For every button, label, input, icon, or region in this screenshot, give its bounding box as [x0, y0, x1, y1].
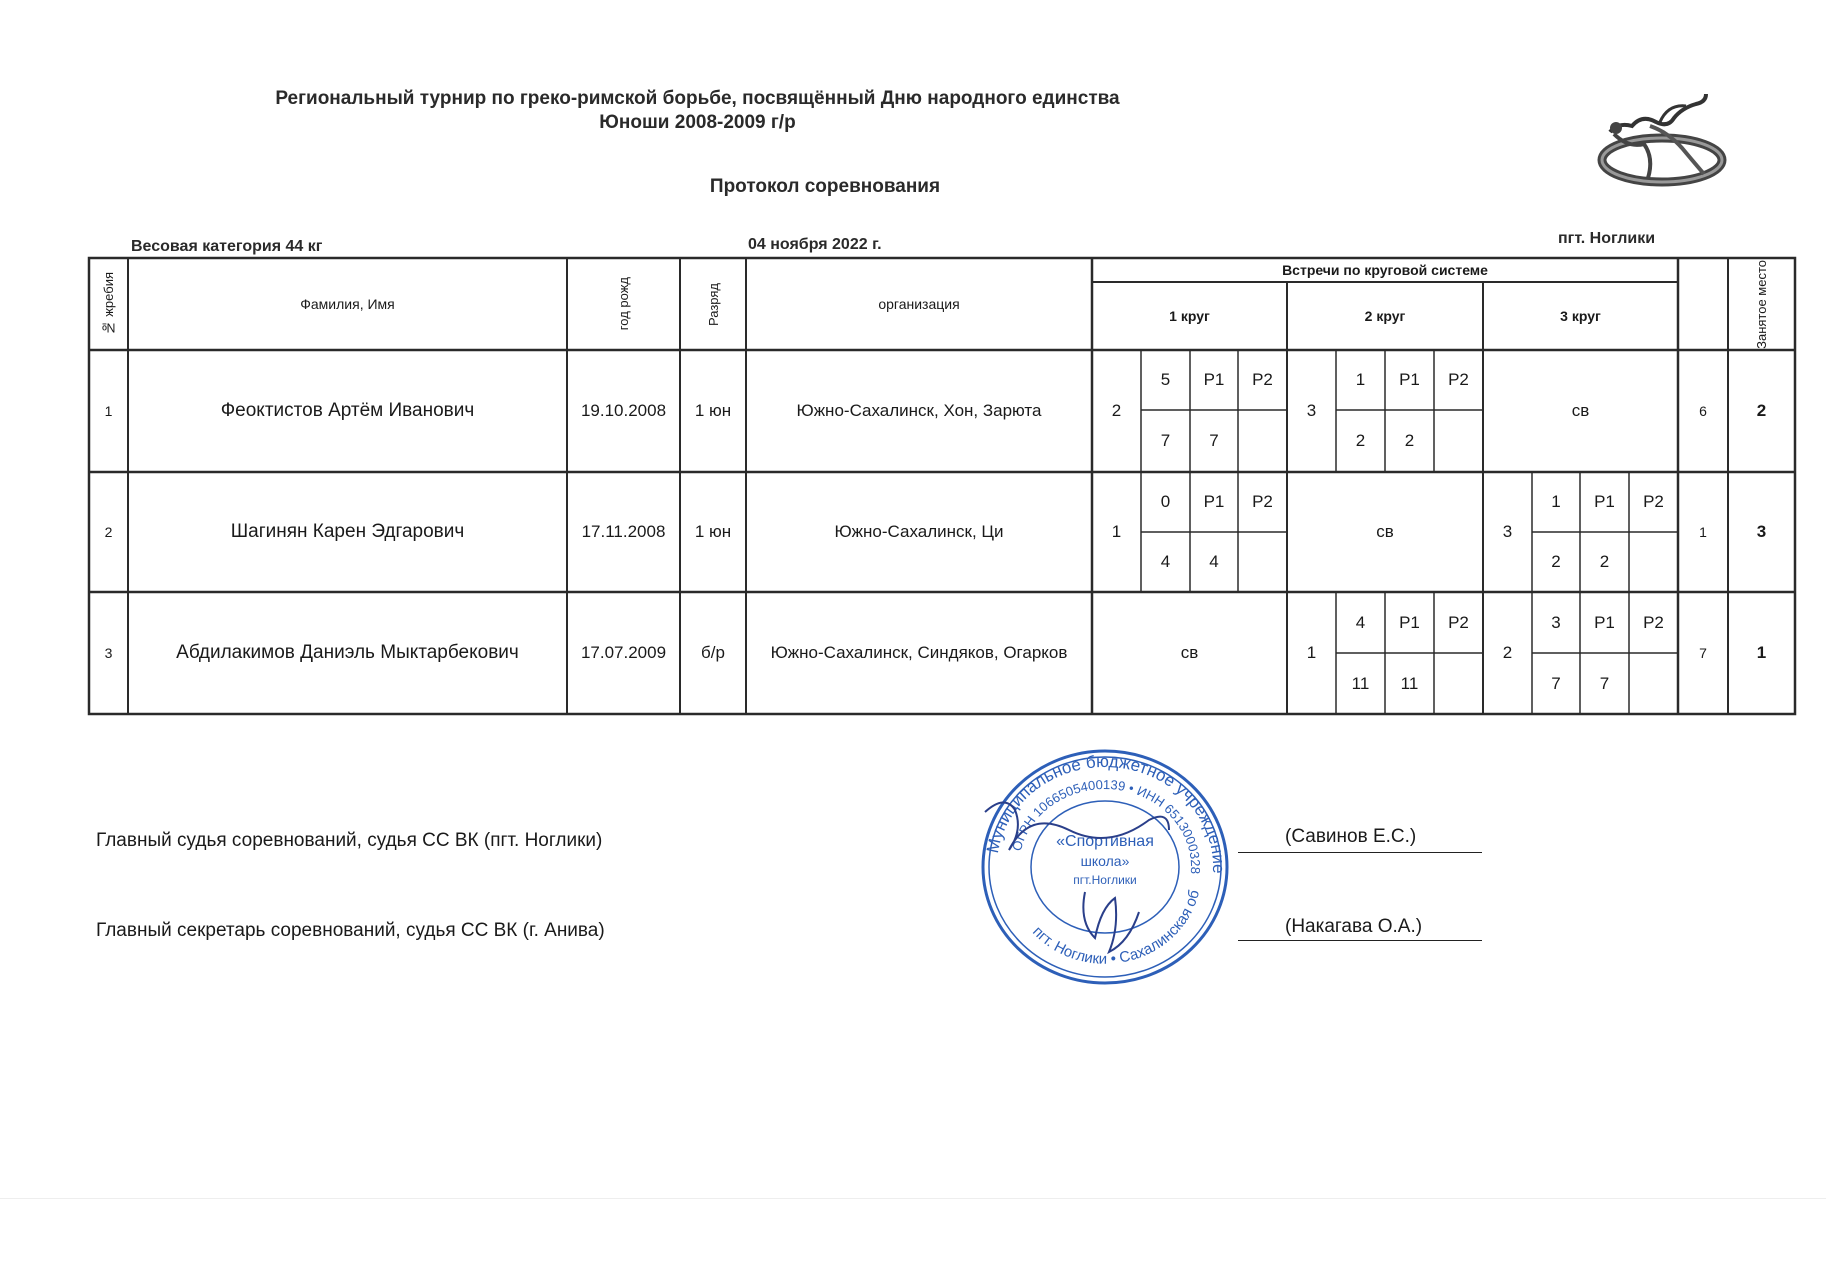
row3-r2-b1: 11	[1351, 673, 1370, 693]
row1-birth: 19.10.2008	[580, 401, 667, 420]
row2-r3-b1: 2	[1551, 552, 1561, 571]
row2-r3-b2: 2	[1599, 552, 1610, 571]
header-name: Фамилия, Имя	[300, 296, 395, 312]
row2-r1-b1: 4	[1160, 552, 1171, 571]
row3-total: 7	[1699, 645, 1707, 661]
header-birth	[567, 258, 680, 350]
row1-r1-p1: Р1	[1203, 370, 1225, 389]
header-place-label: Занятое место	[1754, 259, 1769, 349]
stamp-ogrn-text: ОГРН 1066505400139 • ИНН 6513000328	[1008, 776, 1204, 875]
row2-birth: 17.11.2008	[581, 522, 666, 541]
row3-r1-bye: св	[1180, 643, 1199, 662]
protocol-title: Протокол соревнования	[709, 176, 941, 197]
chief-secretary-signature-line	[1238, 940, 1482, 941]
row1-r2-p2: Р2	[1448, 370, 1469, 389]
row3-r3-opponent: 2	[1502, 643, 1513, 662]
header-meetings: Встречи по круговой системе	[1282, 262, 1488, 278]
row2-org: Южно-Сахалинск, Ци	[834, 522, 1004, 541]
header-rank	[680, 258, 746, 350]
row1-org: Южно-Сахалинск, Хон, Зарюта	[796, 401, 1042, 420]
row1-r3-bye: св	[1571, 401, 1590, 420]
title-line-1: Региональный турнир по греко-римской борьбе, посвящённый Дню народного единства	[275, 88, 1120, 109]
row2-place: 3	[1756, 522, 1767, 541]
row2-r2-bye: св	[1376, 522, 1394, 541]
row2-total: 1	[1699, 524, 1707, 540]
stamp-outer-text: Муниципальное бюджетное учреждение	[983, 751, 1229, 874]
chief-judge-label: Главный судья соревнований, судья СС ВК (пгт. Ноглики)	[96, 830, 603, 851]
header-draw-no	[89, 258, 128, 350]
row3-r3-b1: 7	[1551, 673, 1561, 693]
chief-judge-name: (Савинов Е.С.)	[1285, 826, 1417, 847]
row3-birth: 17.07.2009	[580, 643, 667, 662]
chief-judge-signature-line	[1238, 852, 1482, 853]
row2-r3-p1: Р1	[1594, 492, 1615, 511]
header-org: организация	[878, 296, 960, 312]
row1-r2-p1: Р1	[1399, 370, 1420, 389]
row3-r3-p2: Р2	[1643, 612, 1664, 632]
row1-r1-b1: 7	[1160, 431, 1171, 450]
row1-r1-opponent: 2	[1111, 401, 1122, 420]
header-place	[1728, 258, 1795, 350]
row3-r2-p1: Р1	[1399, 612, 1420, 632]
row2-r1-p2: Р2	[1252, 492, 1273, 511]
row1-r1-p2: Р2	[1252, 370, 1273, 389]
row3-r2-opponent: 1	[1306, 643, 1317, 662]
row1-r1-score: 5	[1160, 370, 1171, 389]
chief-secretary-label: Главный секретарь соревнований, судья СС ВК (г. Анива)	[96, 920, 605, 941]
row2-r3-opponent: 3	[1502, 522, 1513, 541]
row1-place: 2	[1756, 401, 1767, 420]
row2-draw-no: 2	[104, 524, 113, 540]
row1-r2-b2: 2	[1404, 431, 1415, 450]
title-line-2: Юноши 2008-2009 г/р	[599, 112, 796, 133]
row2-r1-b2: 4	[1209, 552, 1219, 571]
header-birth-label: год рожд	[616, 277, 631, 331]
row3-r2-score: 4	[1355, 612, 1366, 632]
row1-name: Феоктистов Артём Иванович	[220, 400, 475, 421]
competition-location: пгт. Ноглики	[1558, 230, 1656, 247]
header-round2: 2 круг	[1364, 308, 1406, 324]
row2-r3-p2: Р2	[1643, 492, 1664, 511]
row3-r3-score: 3	[1551, 612, 1561, 632]
row2-rank: 1 юн	[694, 522, 732, 541]
row2-name: Шагинян Карен Эдгарович	[230, 521, 465, 542]
row3-draw-no: 3	[104, 645, 113, 661]
row3-name: Абдилакимов Даниэль Мыктарбекович	[176, 642, 519, 663]
weight-category: Весовая категория 44 кг	[131, 238, 323, 255]
stamp-bottom-text: пгт. Ноглики • Сахалинская об	[1029, 888, 1203, 968]
stamp-center-line2: школа»	[1080, 853, 1130, 869]
row3-r3-b2: 7	[1599, 673, 1610, 693]
row1-r2-score: 1	[1355, 370, 1366, 389]
row2-r3-score: 1	[1551, 492, 1561, 511]
row3-r2-p2: Р2	[1448, 612, 1469, 632]
competition-date: 04 ноября 2022 г.	[748, 236, 882, 253]
stamp-center-line1: «Спортивная	[1056, 833, 1154, 850]
row1-total: 6	[1699, 403, 1707, 419]
header-rank-label: Разряд	[705, 282, 721, 326]
row2-r1-p1: Р1	[1203, 492, 1225, 511]
row1-rank: 1 юн	[694, 401, 732, 420]
scan-artifact-line	[0, 1198, 1826, 1199]
header-round3: 3 круг	[1560, 308, 1601, 324]
header-draw-no-label: № жребия	[101, 272, 116, 336]
row1-draw-no: 1	[104, 403, 113, 419]
row1-r1-b2: 7	[1209, 431, 1219, 450]
row3-org: Южно-Сахалинск, Синдяков, Огарков	[770, 643, 1068, 662]
row1-r2-opponent: 3	[1306, 401, 1317, 420]
row3-r3-p1: Р1	[1594, 612, 1615, 632]
row1-r2-b1: 2	[1355, 431, 1366, 450]
row3-rank: б/р	[701, 643, 725, 662]
chief-secretary-name: (Накагава О.А.)	[1285, 916, 1423, 937]
row3-r2-b2: 11	[1400, 673, 1419, 693]
row2-r1-opponent: 1	[1111, 522, 1122, 541]
row3-place: 1	[1756, 643, 1767, 662]
header-round1: 1 круг	[1169, 308, 1210, 324]
row2-r1-score: 0	[1160, 492, 1171, 511]
stamp-center-line3: пгт.Ноглики	[1073, 873, 1137, 887]
official-stamp	[975, 742, 1235, 992]
